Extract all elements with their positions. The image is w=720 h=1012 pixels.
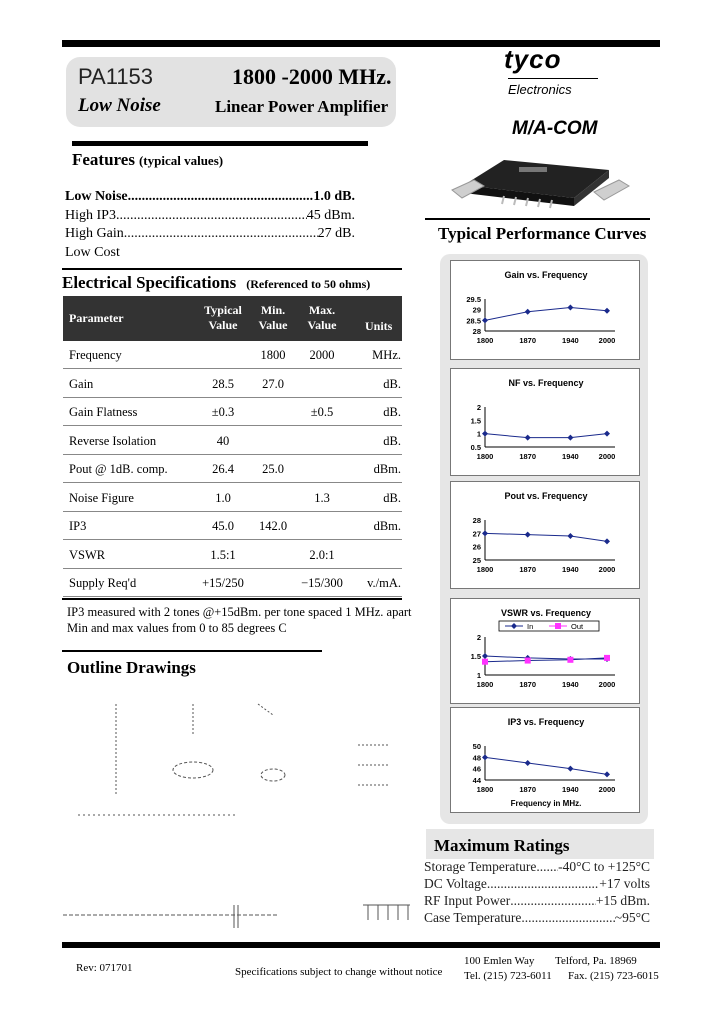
col-min: Min. Value — [258, 303, 288, 332]
spec-row — [63, 370, 402, 398]
spec-max: −15/300 — [301, 576, 343, 590]
y-tick-label: 1.5 — [470, 652, 481, 661]
data-point — [525, 309, 531, 315]
data-point — [482, 431, 488, 437]
y-tick-label: 1 — [476, 429, 481, 439]
chart-title: NF vs. Frequency — [508, 378, 584, 388]
leader-dots — [536, 859, 558, 875]
spec-row — [63, 484, 402, 512]
leader-dots — [116, 207, 307, 226]
y-tick-label: 26 — [472, 542, 481, 552]
y-tick-label: 29.5 — [466, 295, 481, 304]
x-tick-label: 2000 — [598, 565, 616, 574]
x-tick-label: 1940 — [562, 565, 579, 574]
spec-note-ip3: IP3 measured with 2 tones @+15dBm. per tone spaced 1 MHz. apart — [67, 605, 412, 619]
x-axis-label: Frequency in MHz. — [510, 799, 582, 808]
features-note: (typical values) — [138, 153, 224, 168]
spec-parameter: Gain Flatness — [69, 405, 138, 419]
device-photo — [444, 140, 634, 215]
x-tick-label: 1800 — [476, 680, 494, 689]
y-tick-label: 27 — [472, 529, 481, 539]
spec-units: MHz. — [372, 348, 401, 362]
maxr-label: RF Input Power — [424, 893, 511, 908]
spec-row — [63, 512, 402, 540]
x-tick-label: 2000 — [598, 680, 616, 689]
series-line — [485, 533, 607, 541]
data-point — [525, 435, 531, 441]
y-tick-label: 28 — [472, 327, 481, 336]
maxr-value: -40°C to +125°C — [558, 859, 650, 874]
data-point — [525, 658, 531, 664]
tyco-logo: tyco — [504, 44, 562, 74]
data-point — [567, 533, 573, 539]
feature-value: 45 dBm. — [306, 207, 355, 223]
leader-dots — [487, 876, 599, 892]
subtitle-amplifier: Linear Power Amplifier — [215, 97, 389, 116]
maxr-value: ~95°C — [614, 910, 650, 925]
maxr-item — [424, 893, 650, 909]
x-tick-label: 1870 — [519, 452, 537, 461]
spec-units: v./mA. — [367, 576, 401, 590]
phone: Tel. (215) 723-6011 — [464, 970, 552, 982]
y-tick-label: 0.5 — [470, 443, 481, 452]
logo-division: Electronics — [508, 82, 572, 97]
x-tick-label: 1870 — [519, 565, 537, 574]
spec-max: 1.3 — [314, 490, 330, 505]
part-number: PA1153 — [78, 64, 154, 89]
spec-note-temp: Min and max values from 0 to 85 degrees C — [67, 621, 287, 635]
outline-rule — [62, 650, 322, 652]
series-line — [485, 308, 607, 321]
fax: Fax. (215) 723-6015 — [568, 970, 659, 982]
data-point — [482, 530, 488, 536]
y-tick-label: 25 — [472, 556, 481, 565]
data-point — [525, 760, 531, 766]
spec-bottom-rule — [62, 598, 402, 600]
x-tick-label: 1940 — [562, 336, 579, 345]
spec-table-header — [63, 296, 402, 341]
data-point — [567, 305, 573, 311]
chart-3 — [450, 598, 640, 704]
spec-typical: +15/250 — [202, 576, 244, 590]
macom-logo: M/A-COM — [512, 118, 598, 139]
x-tick-label: 1800 — [476, 452, 494, 461]
feature-label: High IP3 — [65, 207, 116, 223]
outline-title: Outline Drawings — [67, 658, 196, 677]
spec-typical: 26.4 — [212, 462, 234, 476]
col-max: Max. Value — [307, 303, 337, 332]
feature-value: 1.0 dB. — [313, 189, 355, 204]
chart-title: Gain vs. Frequency — [504, 270, 588, 280]
logo-divider — [508, 78, 598, 79]
feature-value: 27 dB. — [317, 226, 355, 241]
spec-note: (Referenced to 50 ohms) — [246, 277, 371, 291]
spec-parameter: Supply Req'd — [69, 576, 137, 590]
spec-units: dBm. — [373, 519, 401, 533]
address-street: 100 Emlen Way — [464, 955, 535, 967]
chart-4 — [450, 707, 640, 813]
y-tick-label: 28 — [472, 516, 481, 525]
frequency-range: 1800 -2000 MHz. — [232, 64, 392, 89]
spec-units: dBm. — [373, 462, 401, 476]
spec-min: 27.0 — [262, 376, 284, 391]
spec-parameter: VSWR — [69, 547, 106, 562]
x-tick-label: 1940 — [562, 680, 579, 689]
legend-label-out: Out — [571, 622, 584, 631]
leader-dots — [128, 188, 314, 207]
y-tick-label: 46 — [472, 764, 481, 774]
feature-item — [65, 207, 355, 226]
maxr-item — [424, 910, 650, 926]
y-tick-label: 48 — [472, 753, 481, 763]
x-tick-label: 2000 — [598, 785, 616, 794]
leader-dots — [124, 225, 318, 244]
y-tick-label: 44 — [472, 776, 481, 785]
data-point — [567, 435, 573, 441]
x-tick-label: 1940 — [562, 785, 579, 794]
y-tick-label: 1 — [476, 671, 481, 680]
spec-min: 1800 — [260, 348, 286, 362]
bottom-rule — [62, 942, 660, 948]
col-units: Units — [365, 319, 393, 333]
x-tick-label: 2000 — [598, 452, 616, 461]
spec-rule — [62, 268, 402, 270]
address-city: Telford, Pa. 18969 — [555, 955, 637, 967]
spec-row — [63, 427, 402, 455]
spec-units: dB. — [383, 405, 401, 419]
spec-row — [63, 398, 402, 426]
revision: Rev: 071701 — [76, 962, 133, 974]
spec-min: 25.0 — [262, 462, 284, 476]
chart-2 — [450, 481, 640, 589]
maxr-item — [424, 859, 650, 875]
data-point — [604, 655, 610, 661]
spec-typical: 1.0 — [215, 490, 231, 505]
x-tick-label: 1870 — [519, 680, 537, 689]
x-tick-label: 1800 — [476, 336, 494, 345]
spec-row — [63, 541, 402, 569]
spec-typical: 1.5:1 — [210, 547, 236, 562]
data-point — [604, 771, 610, 777]
y-tick-label: 2 — [476, 403, 481, 412]
y-tick-label: 1.5 — [470, 416, 481, 426]
disclaimer: Specifications subject to change without notice — [235, 966, 443, 978]
y-tick-label: 29 — [472, 305, 481, 315]
x-tick-label: 1870 — [519, 785, 537, 794]
top-rule — [62, 40, 660, 47]
x-tick-label: 2000 — [598, 336, 616, 345]
spec-max: 2.0:1 — [309, 547, 335, 562]
chart-svg — [451, 369, 641, 477]
maxr-label: DC Voltage — [424, 876, 487, 891]
perf-rule — [425, 218, 650, 220]
legend-marker-out — [555, 623, 561, 629]
feature-item — [65, 225, 355, 244]
maxr-title: Maximum Ratings — [434, 836, 570, 855]
data-point — [482, 754, 488, 760]
y-tick-label: 2 — [476, 633, 481, 642]
chart-title: IP3 vs. Frequency — [507, 717, 585, 727]
feature-label: High Gain — [65, 226, 124, 241]
maxr-label: Storage Temperature — [424, 859, 537, 874]
feature-item — [65, 244, 355, 263]
features-list — [65, 188, 355, 262]
feature-label: Low Cost — [65, 244, 120, 260]
spec-max: 2000 — [309, 348, 335, 362]
spec-units: dB. — [383, 490, 401, 505]
spec-units: dB. — [383, 376, 401, 391]
chart-title: Pout vs. Frequency — [504, 491, 588, 501]
chart-legend — [499, 621, 599, 631]
subtitle-low-noise: Low Noise — [78, 95, 161, 116]
legend-label-in: In — [527, 622, 534, 631]
col-typical: Typical Value — [204, 303, 242, 332]
x-tick-label: 1870 — [519, 336, 537, 345]
features-rule — [72, 141, 368, 146]
features-heading — [72, 150, 223, 170]
spec-row — [63, 341, 402, 369]
data-point — [567, 766, 573, 772]
spec-parameter: Gain — [69, 376, 94, 391]
data-point — [567, 657, 573, 663]
outline-drawing — [58, 690, 418, 930]
spec-typical: 28.5 — [212, 376, 234, 391]
chart-svg — [451, 708, 641, 814]
spec-typical: 45.0 — [212, 519, 234, 533]
chart-svg — [451, 261, 641, 361]
spec-parameter: Reverse Isolation — [69, 433, 157, 448]
spec-units: dB. — [383, 433, 401, 448]
spec-title: Electrical Specifications — [62, 273, 237, 292]
col-parameter: Parameter — [69, 311, 124, 325]
chart-0 — [450, 260, 640, 360]
data-point — [604, 431, 610, 437]
chart-title: VSWR vs. Frequency — [500, 608, 592, 618]
features-title: Features — [72, 150, 135, 169]
spec-typical: 40 — [216, 433, 230, 448]
chart-1 — [450, 368, 640, 476]
spec-notes — [67, 604, 412, 636]
x-tick-label: 1940 — [562, 452, 579, 461]
data-point — [604, 538, 610, 544]
chart-svg — [451, 599, 641, 705]
chart-svg — [451, 482, 641, 590]
leader-dots — [510, 893, 596, 909]
data-point — [482, 317, 488, 323]
feature-item — [65, 188, 355, 207]
data-point — [525, 532, 531, 538]
series-line — [485, 434, 607, 438]
data-point — [482, 653, 488, 659]
spec-row — [63, 455, 402, 483]
spec-parameter: Noise Figure — [69, 490, 134, 505]
maxr-value: +15 dBm. — [595, 893, 650, 908]
series-line — [485, 757, 607, 774]
x-tick-label: 1800 — [476, 565, 494, 574]
perf-title: Typical Performance Curves — [438, 224, 647, 243]
spec-max: ±0.5 — [310, 405, 334, 419]
spec-heading — [62, 273, 370, 293]
spec-typical: ±0.3 — [211, 405, 235, 419]
spec-row — [63, 569, 402, 597]
y-tick-label: 28.5 — [466, 316, 481, 326]
y-tick-label: 50 — [472, 742, 481, 751]
spec-min: 142.0 — [258, 519, 288, 533]
feature-label: Low Noise — [65, 189, 128, 204]
maxr-label: Case Temperature — [424, 910, 522, 925]
data-point — [604, 308, 610, 314]
maxr-item — [424, 876, 650, 892]
x-tick-label: 1800 — [476, 785, 494, 794]
spec-parameter: IP3 — [69, 519, 87, 533]
maxr-value: +17 volts — [599, 876, 650, 891]
spec-parameter: Pout @ 1dB. comp. — [69, 462, 168, 476]
spec-parameter: Frequency — [69, 348, 122, 362]
data-point — [482, 659, 488, 665]
leader-dots — [521, 910, 614, 926]
